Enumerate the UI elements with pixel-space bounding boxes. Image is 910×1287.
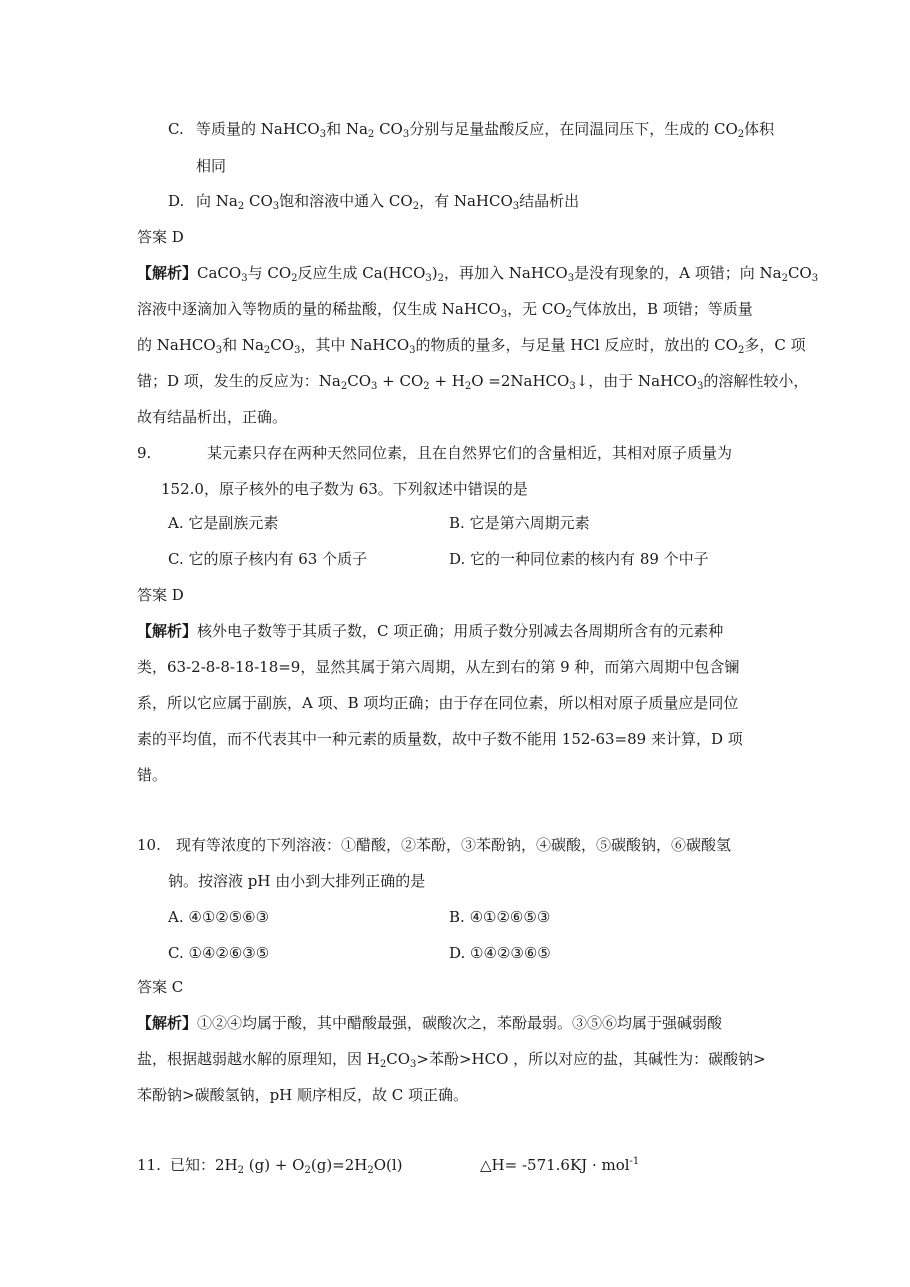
analysis-8-line2: 溶液中逐滴加入等物质的量的稀盐酸，仅生成 NaHCO$_3$，无 $CO_2$气体放出，B 项错；等质量 [137,300,753,320]
q10-stem-line2: 钠。按溶液 pH 由小到大排列正确的是 [168,872,426,890]
q10-stem-line1: 现有等浓度的下列溶液：①醋酸，②苯酚，③苯酚钠，④碳酸，⑤碳酸钠，⑥碳酸氢 [176,836,732,854]
answer-8: 答案 D [137,228,184,246]
subscript: 2 [291,273,298,284]
option-text: ④①②⑤⑥③ [188,908,270,926]
subscript: 3 [215,345,223,356]
q8-option-d-text: 向 $Na_2$ $CO_3$饱和溶液中通入 $CO_2$，有 NaHCO$_3$结晶析出 [196,192,580,212]
subscript: 2 [340,381,348,392]
q9-option-c [168,548,367,570]
q9-stem-line2: 152.0，原子核外的电子数为 63。下列叙述中错误的是 [161,480,528,498]
option-letter: A. [168,908,184,926]
analysis-8-line4: 错；D 项，发生的反应为：$Na_2CO_3 + CO_2 + H_2O$ =2NaHCO$_3$↓，由于 NaHCO$_3$的溶解性较小， [137,372,809,392]
analysis-9-line2: 类，63-2-8-8-18-18=9，显然其属于第六周期，从左到右的第 9 种，而第六周期中包含镧 [137,658,740,676]
subscript: 2 [412,201,420,212]
subscript: 2 [437,273,445,284]
q9-option-d [449,548,709,570]
subscript: 3 [294,345,301,356]
subscript: 3 [512,201,520,212]
analysis-10-line3: 苯酚钠>碳酸氢钠，pH 顺序相反，故 C 项正确。 [137,1086,469,1104]
option-letter: D. [449,550,466,568]
analysis-9-line4: 素的平均值，而不代表其中一种元素的质量数，故中子数不能用 152-63=89 来计算，D 项 [137,730,743,748]
analysis-8-line5: 故有结晶析出，正确。 [137,408,288,426]
subscript: 3 [371,381,378,392]
analysis-10-line2: 盐，根据越弱越水解的原理知，因 $H_2CO_3>$苯酚>HCO ，所以对应的盐，其碱性为：碳酸钠> [137,1050,766,1070]
option-letter: D. [449,944,466,962]
q9-option-b [449,512,590,534]
subscript: 3 [272,201,280,212]
analysis-8-line3: 的 NaHCO$_3$和 $Na_2CO_3$，其中 NaHCO$_3$的物质的量多，与足量 HCl 反应时，放出的 $CO_2$多，C 项 [137,336,806,356]
option-letter: C. [168,550,184,568]
q11-number: 11. [137,1156,161,1174]
q8-option-d-letter: D. [168,192,185,210]
subscript: 3 [500,309,508,320]
analysis-10-line1-text: ①②④均属于酸，其中醋酸最强，碳酸次之，苯酚最弱。③⑤⑥均属于强碱弱酸 [197,1014,723,1032]
subscript: 3 [696,381,704,392]
analysis-label: 【解析】 [137,264,198,282]
analysis-9-line3: 系，所以它应属于副族，A 项、B 项均正确；由于存在同位素，所以相对原子质量应是同位 [137,694,739,712]
answer-9: 答案 D [137,586,184,604]
subscript: 3 [410,1059,417,1070]
q10-number: 10. [137,836,161,854]
subscript: 3 [567,273,575,284]
subscript: 3 [569,381,576,392]
option-letter: C. [168,944,184,962]
q9-number: 9. [137,444,152,462]
option-text: 它是第六周期元素 [469,514,590,532]
option-text: ④①②⑥⑤③ [469,908,551,926]
enthalpy-exponent: -1 [629,1156,640,1167]
enthalpy-text: △H= -571.6KJ · mol [480,1156,630,1174]
analysis-label: 【解析】 [137,622,198,640]
q10-option-c [168,942,269,964]
q10-option-d [449,942,551,964]
analysis-9-line1 [137,620,723,642]
option-text: 它的原子核内有 63 个质子 [188,550,368,568]
subscript: 2 [367,129,375,140]
subscript: 2 [565,309,572,320]
subscript: 3 [811,273,819,284]
subscript: 2 [263,345,271,356]
subscript: 2 [464,381,472,392]
subscript: 2 [367,1165,374,1176]
analysis-10-line1 [137,1012,722,1034]
option-text: ①④②⑥③⑤ [188,944,270,962]
subscript: 3 [425,273,432,284]
option-text: 它是副族元素 [188,514,279,532]
analysis-9-line1-text: 核外电子数等于其质子数，C 项正确；用质子数分别减去各周期所含有的元素种 [197,622,724,640]
analysis-label: 【解析】 [137,1014,198,1032]
analysis-8-line1-text: CaCO$_3$与 $CO_2$反应生成 $Ca(HCO_3)_2$，再加入 NaHCO$_3$是没有现象的，A 项错；向 $Na_2CO_3$ [197,264,819,284]
subscript: 3 [241,273,248,284]
subscript: 2 [237,201,245,212]
option-letter: A. [168,514,184,532]
answer-10: 答案 C [137,978,184,996]
subscript: 2 [737,129,745,140]
q8-option-c-line2: 相同 [196,157,227,175]
analysis-9-line5: 错。 [137,766,168,784]
q10-option-b [449,906,550,928]
q8-option-c-line1: 等质量的 NaHCO$_3$和 $Na_2$ $CO_3$分别与足量盐酸反应，在同温同压下，生成的 $CO_2$体积 [196,120,775,140]
q10-option-a [168,906,269,928]
q9-stem-line1: 某元素只存在两种天然同位素，且在自然界它们的含量相近，其相对原子质量为 [207,444,733,462]
q11-enthalpy [480,1154,639,1176]
subscript: 2 [237,1165,244,1176]
q11-equation: 已知：$2H_2$ $(g) + O_2(g)=2H_2O(l)$ [170,1156,403,1176]
subscript: 2 [423,381,430,392]
option-text: ①④②③⑥⑤ [470,944,551,962]
subscript: 2 [781,273,788,284]
option-letter: B. [449,908,465,926]
subscript: 3 [409,345,416,356]
subscript: 2 [379,1059,387,1070]
option-text: 它的一种同位素的核内有 89 个中子 [470,550,709,568]
subscript: 3 [402,129,410,140]
q8-option-c-letter: C. [168,120,184,138]
option-letter: B. [449,514,465,532]
q9-option-a [168,512,278,534]
subscript: 2 [304,1165,311,1176]
analysis-8-line1 [137,262,818,284]
subscript: 2 [737,345,745,356]
subscript: 3 [319,129,327,140]
